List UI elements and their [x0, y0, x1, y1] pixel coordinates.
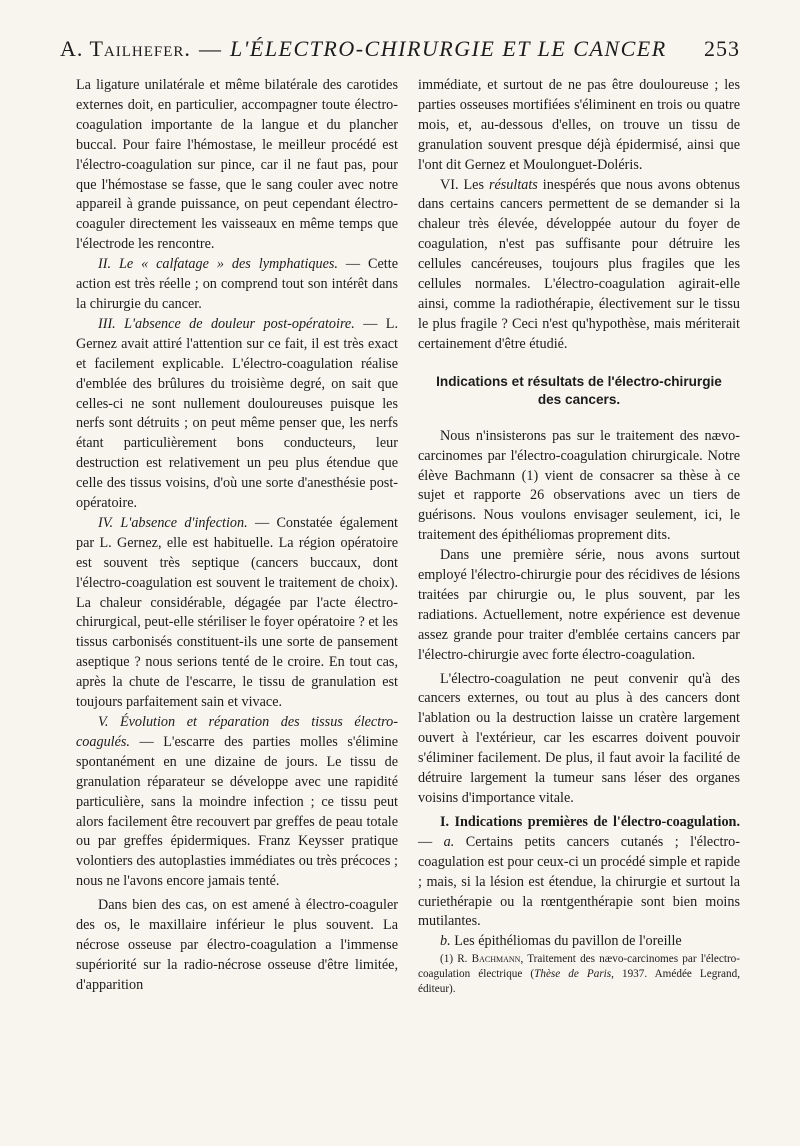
paragraph: L'électro-coagulation ne peut convenir qu'à des cancers externes, ou tout au plus à des cancers dont l'ablation ou la destruction laisse un cratère largement ouvert à l'extérieur, car les escarres doivent pouvoir s'éliminer facilement. De plus, il faut avoir la facilité de détruire largement la tumeur sans léser des organes voisins d'importance vitale.: [418, 670, 740, 806]
footnote: [418, 952, 740, 997]
paragraph-heading: I. Indications premières de l'électro-coagulation.: [440, 813, 740, 830]
left-column: [76, 76, 398, 996]
paragraph-text: — L'escarre des parties molles s'élimine spontanément en une dizaine de jours. Le tissu de granulation réparateur se développe avec une rapidité particulière, sans la moindre infection ; ce tissu peut alors facilement être recouvert par greffes de peau totale ou par greffes épidermiques. Franz Keysser pratique volontiers des autoplasties immédiates ou très précoces ; nous ne l'avons encore jamais tenté.: [76, 733, 398, 890]
paragraph: Nous n'insisterons pas sur le traitement des nævo-carcinomes par l'électro-coagulation chirurgicale. Notre élève Bachmann (1) vient de consacrer sa thèse à ce sujet et rapporte 26 observations avec un tiers de guérisons. Nous voulons envisager seulement, ici, le traitement des épithéliomas proprement dits.: [418, 427, 740, 544]
list-marker: b.: [440, 933, 451, 950]
running-head: [60, 36, 667, 62]
paragraph: [76, 514, 398, 713]
footnote-marker: (1) R.: [440, 953, 472, 966]
paragraph: Dans une première série, nous avons surtout employé l'électro-chirurgie pour des récidives de lésions traitées par chirurgie ou, le plus souvent, par les radiations. Actuellement, notre expérience est devenue assez grande pour traiter d'emblée certains cancers par l'électro-chirurgie avec forte électro-coagulation.: [418, 547, 740, 663]
dash: —: [418, 833, 444, 850]
paragraph-heading: V. Évolution et réparation des tissus électro-coagulés.: [76, 714, 398, 750]
footnote-author: Bachmann: [471, 953, 521, 966]
paragraph: Dans bien des cas, on est amené à électro-coaguler des os, le maxillaire inférieur le plus souvent. La nécrose osseuse par électro-coagulation a l'immense supériorité sur la radio-nécrose osseuse d'être limitée, d'apparition: [76, 897, 398, 993]
page-number: 253: [704, 36, 740, 61]
emphasis: résultats: [488, 176, 538, 193]
paragraph-text: — Constatée également par L. Gernez, elle est habituelle. La région opératoire est souvent très septique (cancers buccaux, dont l'électro-coagulation est souvent le traitement de choix). La chaleur considérable, dégagée par l'acte électro-chirurgical, peut-elle stériliser le foyer opératoire ? et les tissus carbonisés constituent-ils une sorte de pansement aseptique ? nous serions tenté de le croire. En tout cas, après la chute de l'escarre, le tissu de granulation est toujours parfaitement sain et vivace.: [76, 514, 398, 711]
paragraph-text: VI. Les: [440, 176, 489, 193]
list-marker: a.: [443, 833, 455, 850]
header-separator: —: [198, 36, 222, 61]
header-title: L'ÉLECTRO-CHIRURGIE ET LE CANCER: [229, 36, 667, 61]
paragraph-heading: III. L'absence de douleur post-opératoire.: [98, 315, 355, 332]
page-header: [60, 36, 740, 72]
paragraph: [76, 315, 398, 514]
paragraph-text: — Cette action est très réelle ; on comprend tout son intérêt dans la chirurgie du cancer.: [76, 256, 398, 312]
paragraph-text: Les épithéliomas du pavillon de l'oreille: [450, 933, 682, 950]
paragraph-text: inespérés que nous avons obtenus dans certains cancers permettent de se demander si la chaleur très élevée, développée autour du foyer de coagulation, n'est pas suffisante pour détruire les cellules cancéreuses, toujours plus fragiles que les cellules normales. L'électro-coagulation agirait-elle ainsi, comme la radiothérapie, électivement sur le tissu le plus fragile ? Ceci n'est qu'hypothèse, mais mériterait certainement d'être étudié.: [418, 176, 740, 352]
paragraph-heading: II. Le « calfatage » des lymphatiques.: [98, 256, 338, 273]
section-heading: Indications et résultats de l'électro-chirurgie des cancers.: [436, 373, 722, 407]
footnote-text: , 1937. Amédée Legrand, éditeur).: [418, 968, 740, 996]
footnote-text: , Traitement des nævo-carcinomes par l'électro-coagulation électrique (: [418, 953, 740, 981]
paragraph: La ligature unilatérale et même bilatérale des carotides externes doit, en particulier, accompagner toute électro-coagulation importante de la langue et du plancher buccal. Pour faire l'hémostase, le meilleur procédé est l'électro-coagulation sur pince, car il ne faut pas, pour que l'hémostase se fasse, que le sang couler avec notre appareil à grande puissance, on peut cependant électro-coaguler directement les vaisseaux en même temps que l'électrode les rencontre.: [76, 77, 398, 253]
footnote-title: Thèse de Paris: [534, 968, 612, 981]
paragraph-heading: IV. L'absence d'infection.: [98, 514, 248, 531]
right-column: [418, 76, 740, 997]
paragraph: immédiate, et surtout de ne pas être douloureuse ; les parties osseuses mortifiées s'éliminent en trois ou quatre mois, et, au-dessous d'elles, on trouve un tissu de granulation souvent presque déjà épidermisé, ainsi que l'ont dit Gernez et Moulonguet-Doléris.: [418, 77, 740, 173]
paragraph: [418, 813, 740, 932]
paragraph: [76, 255, 398, 315]
paragraph: [76, 713, 398, 892]
paragraph-text: — L. Gernez avait attiré l'attention sur ce fait, il est très exact et facilement explicable. L'électro-coagulation réalise d'emblée des brûlures du troisième degré, on sait que celles-ci ne sont nullement douloureuses puisque les nerfs sont détruits ; on peut même penser que, les nerfs étant particulièrement bons conducteurs, leur destruction est relativement un peu plus étendue que celle des tissus voisins, d'où une sorte d'anesthésie post-opératoire.: [76, 315, 398, 512]
header-author: A. Tailhefer.: [60, 36, 191, 61]
paragraph-text: Certains petits cancers cutanés ; l'électro-coagulation est pour ceux-ci un procédé simple et rapide ; mais, si la lésion est étendue, la chirurgie et surtout la curiethérapie ou la rœntgenthérapie sont bien moins mutilantes.: [418, 833, 740, 930]
paragraph: [418, 176, 740, 355]
paragraph: [418, 932, 740, 952]
